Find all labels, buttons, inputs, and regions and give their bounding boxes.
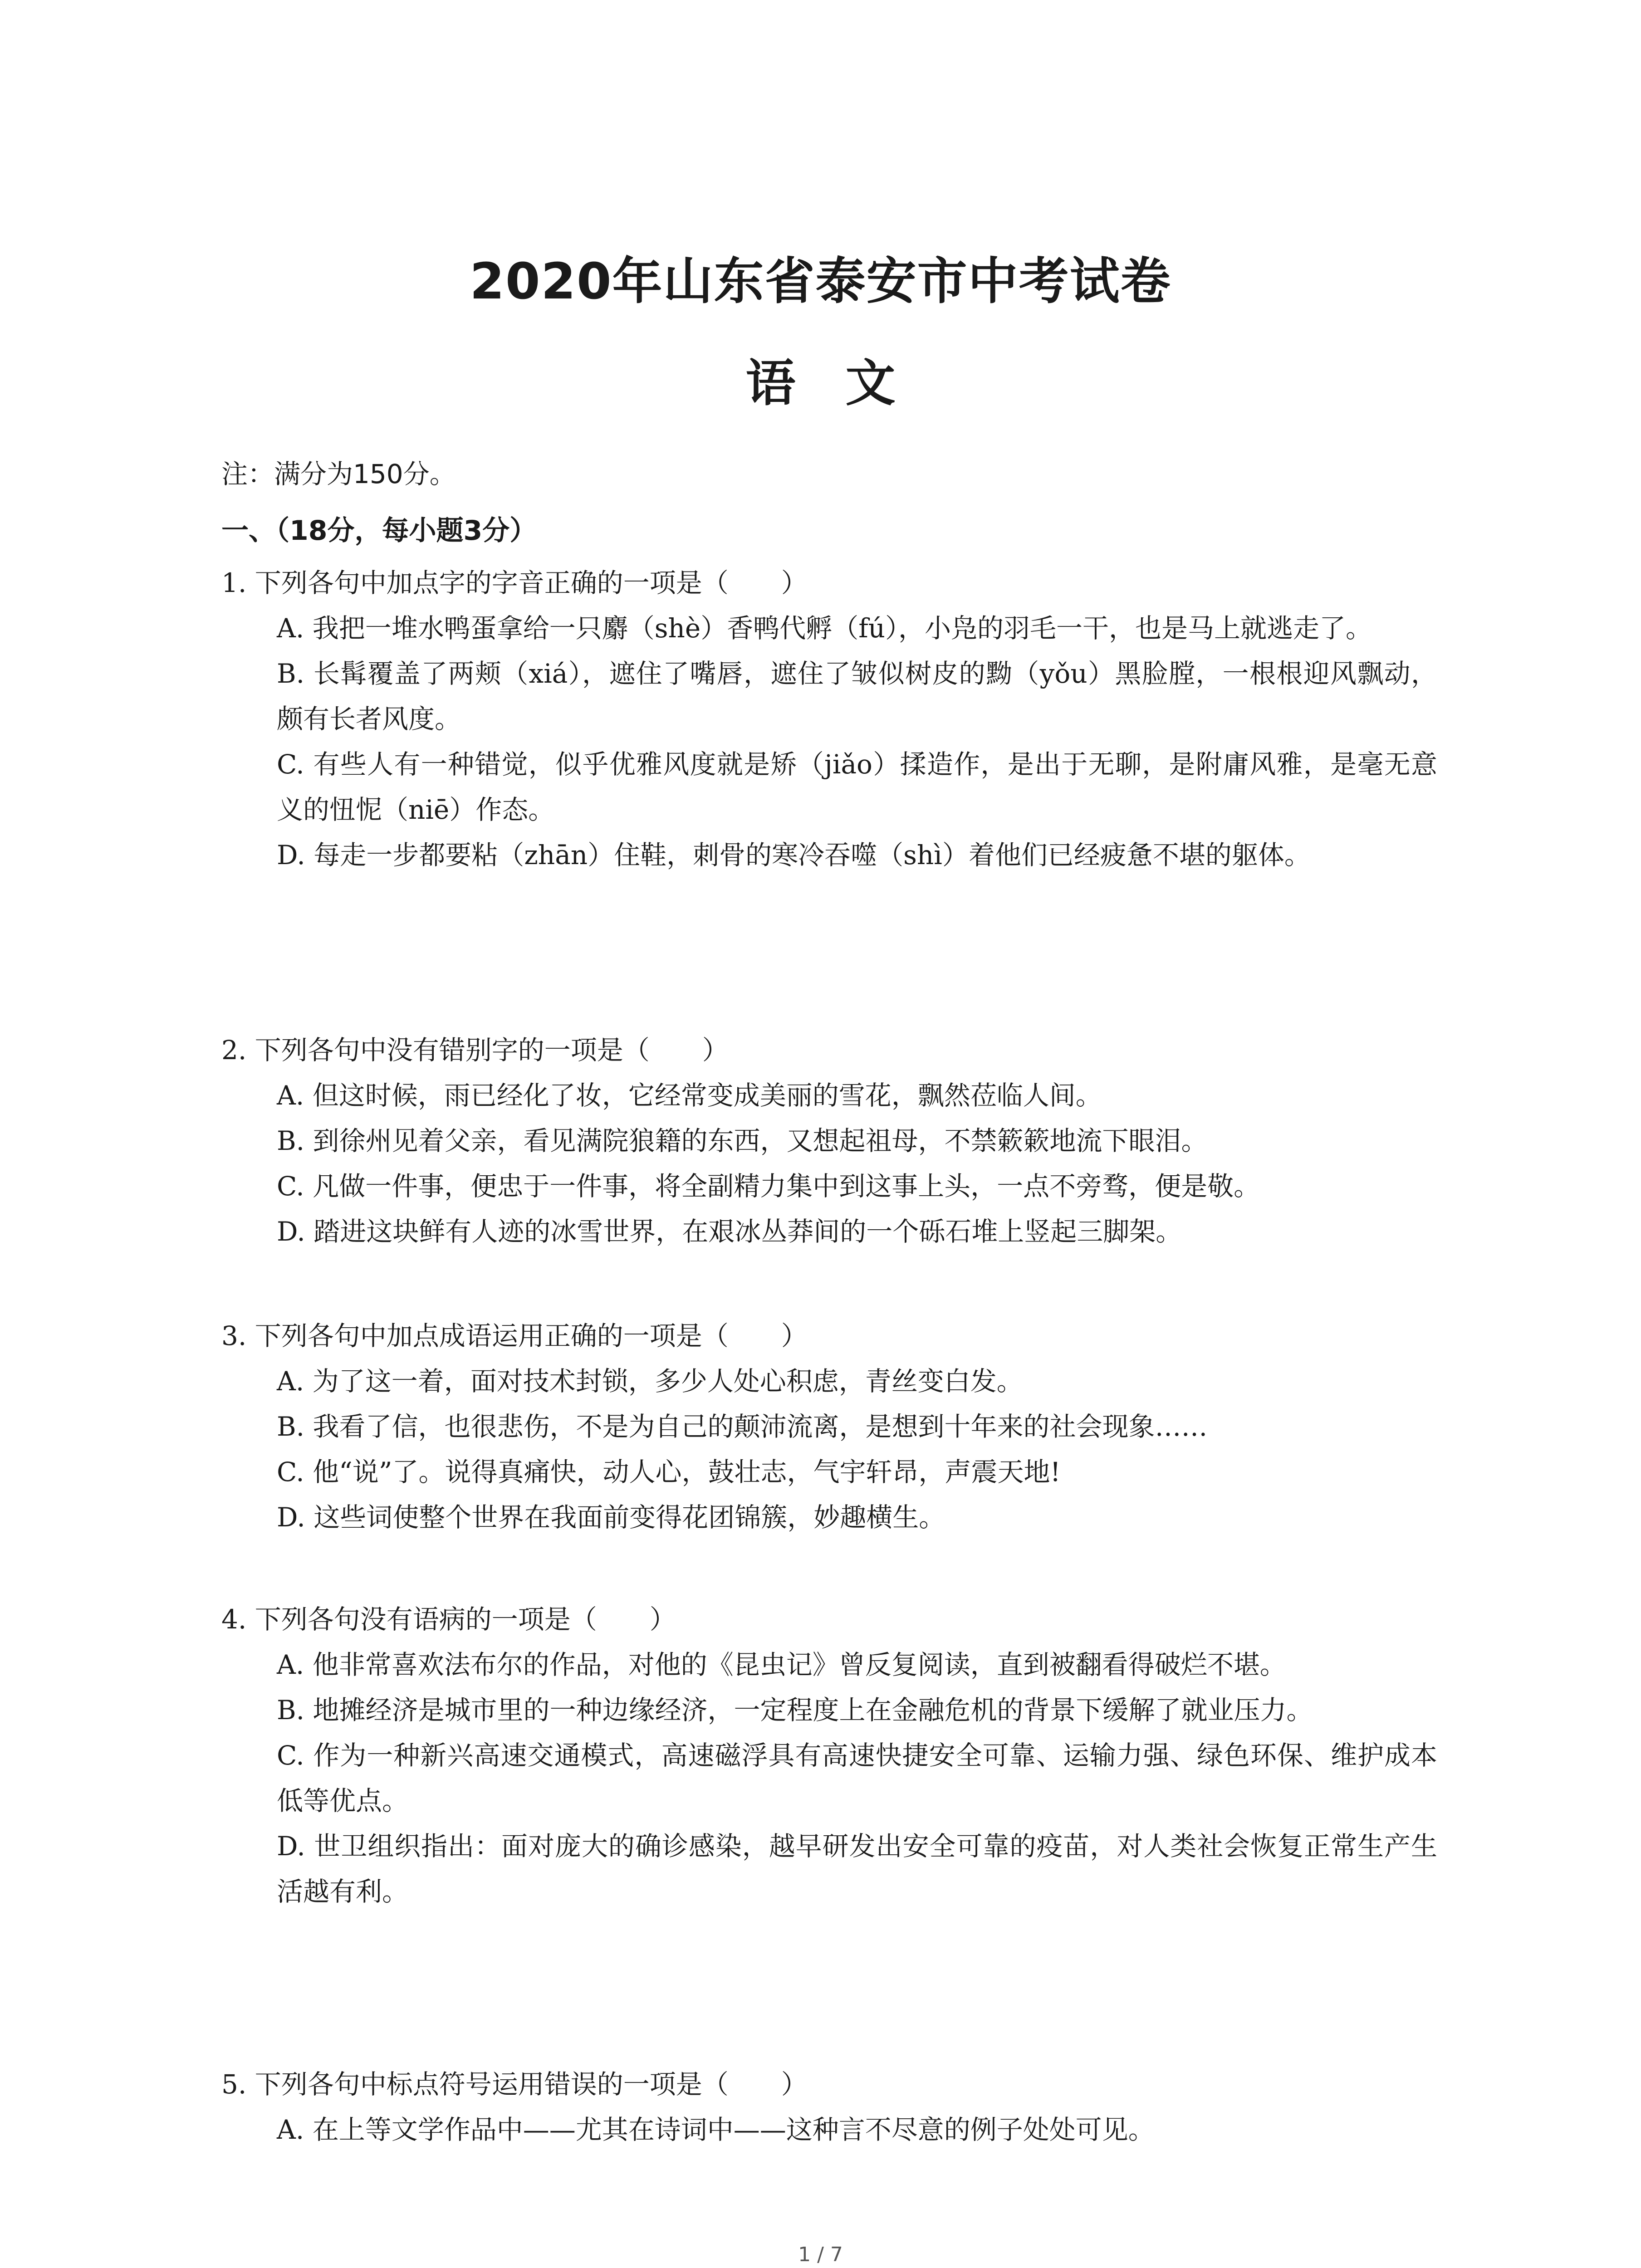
- option-c: C. 凡做一件事，便忠于一件事，将全副精力集中到这事上头，一点不旁骛，便是敬。: [277, 1171, 1260, 1202]
- option-c: C. 有些人有一种错觉，似乎优雅风度就是矫（jiǎo）揉造作，是出于无聊，是附庸风雅，是毫无意义的忸怩（niē）作态。: [277, 749, 1437, 825]
- question-3: [221, 1313, 1437, 1540]
- option-c: C. 作为一种新兴高速交通模式，高速磁浮具有高速快捷安全可靠、运输力强、绿色环保、维护成本低等优点。: [277, 1740, 1437, 1816]
- question-1: [221, 560, 1437, 878]
- question-2: [221, 1027, 1437, 1254]
- option-a: A. 我把一堆水鸭蛋拿给一只麝（shè）香鸭代孵（fú），小凫的羽毛一干，也是马上就逃走了。: [277, 613, 1372, 644]
- option-d: D. 世卫组织指出：面对庞大的确诊感染，越早研发出安全可靠的疫苗，对人类社会恢复正常生产生活越有利。: [277, 1831, 1437, 1907]
- option-d: D. 踏进这块鲜有人迹的冰雪世界，在艰冰丛莽间的一个砾石堆上竖起三脚架。: [277, 1216, 1182, 1247]
- page-title: 2020年山东省泰安市中考试卷: [470, 252, 1171, 310]
- option-d: D. 这些词使整个世界在我面前变得花团锦簇，妙趣横生。: [277, 1502, 945, 1533]
- option-d: D. 每走一步都要粘（zhān）住鞋，刺骨的寒冷吞噬（shì）着他们已经疲惫不堪的躯体。: [277, 840, 1311, 870]
- option-c: C. 他“说”了。说得真痛快，动人心，鼓壮志，气宇轩昂，声震天地!: [277, 1457, 1061, 1487]
- question-stem: 4. 下列各句没有语病的一项是（ ）: [221, 1604, 676, 1635]
- option-b: B. 到徐州见着父亲，看见满院狼籍的东西，又想起祖母，不禁簌簌地流下眼泪。: [277, 1125, 1208, 1156]
- option-a: A. 在上等文学作品中——尤其在诗词中——这种言不尽意的例子处处可见。: [277, 2114, 1155, 2145]
- question-4: [221, 1597, 1437, 1914]
- page-subtitle: 语文: [745, 354, 945, 412]
- question-stem: 5. 下列各句中标点符号运用错误的一项是（ ）: [221, 2069, 808, 2100]
- page-number: 1 / 7: [798, 2243, 843, 2266]
- question-stem: 1. 下列各句中加点字的字音正确的一项是（ ）: [221, 567, 808, 598]
- option-b: B. 地摊经济是城市里的一种边缘经济，一定程度上在金融危机的背景下缓解了就业压力。: [277, 1695, 1313, 1725]
- option-b: B. 长髯覆盖了两颊（xiá），遮住了嘴唇，遮住了皱似树皮的黝（yǒu）黑脸膛，一根根迎风飘动，颇有长者风度。: [277, 658, 1437, 734]
- question-5: [221, 2062, 1437, 2152]
- option-a: A. 但这时候，雨已经化了妆，它经常变成美丽的雪花，飘然莅临人间。: [277, 1080, 1102, 1111]
- option-a: A. 他非常喜欢法布尔的作品，对他的《昆虫记》曾反复阅读，直到被翻看得破烂不堪。: [277, 1649, 1286, 1680]
- option-b: B. 我看了信，也很悲伤，不是为自己的颠沛流离，是想到十年来的社会现象……: [277, 1411, 1208, 1442]
- section-heading: 一、（18分，每小题3分）: [221, 515, 537, 547]
- option-a: A. 为了这一着，面对技术封锁，多少人处心积虑，青丝变白发。: [277, 1366, 1023, 1397]
- question-stem: 3. 下列各句中加点成语运用正确的一项是（ ）: [221, 1320, 808, 1351]
- score-note: 注：满分为150分。: [221, 459, 456, 489]
- question-stem: 2. 下列各句中没有错别字的一项是（ ）: [221, 1035, 729, 1066]
